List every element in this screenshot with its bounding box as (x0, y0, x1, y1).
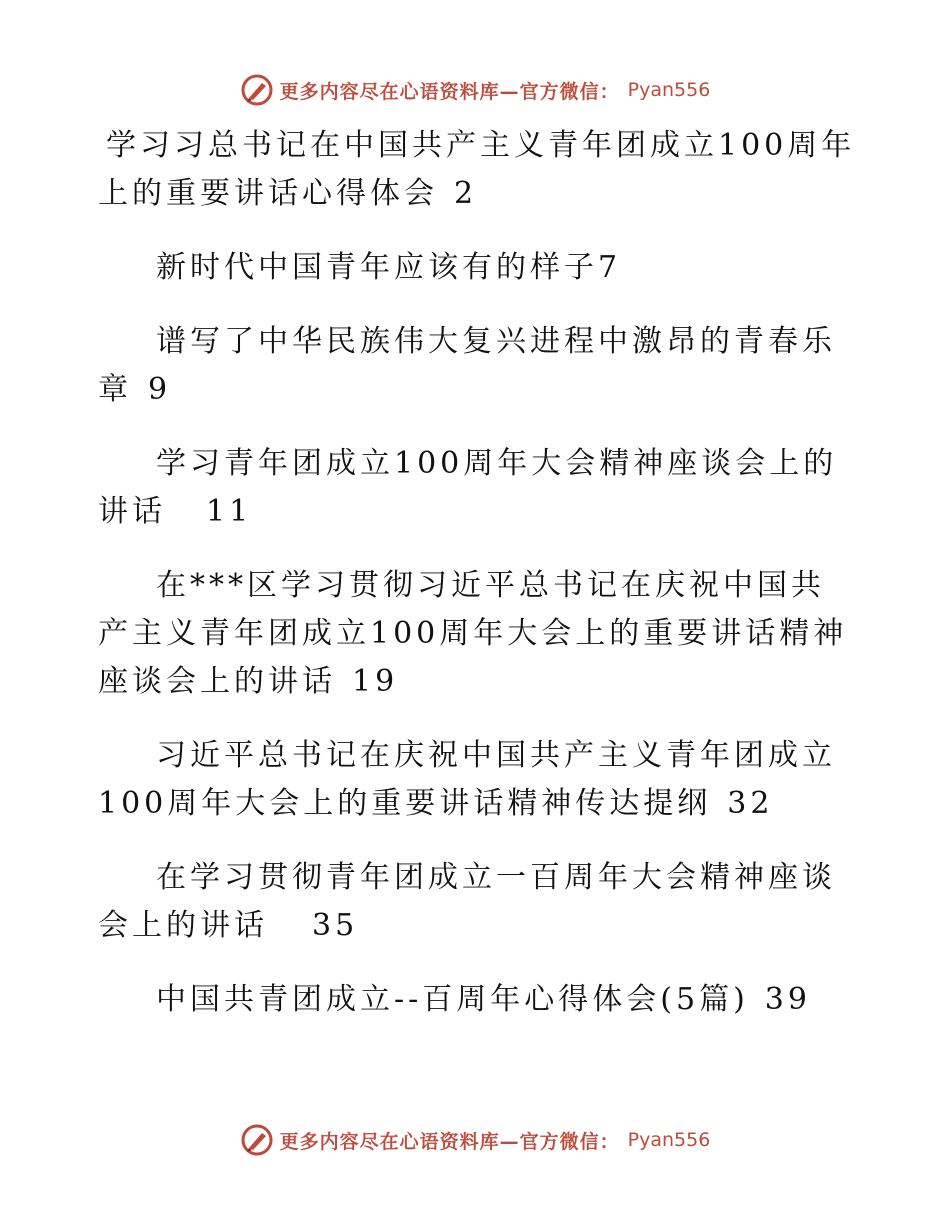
toc-entry-page: 39 (764, 982, 811, 1017)
toc-entry-title: 中国共青团成立--百周年心得体会(5篇) (156, 982, 749, 1017)
watermark-text: 更多内容尽在心语资料库—官方微信： (279, 1130, 620, 1153)
toc-entry[interactable] (98, 562, 858, 706)
toc-entry-title: 谱写了中华民族伟大复兴进程中激昂的青春乐章 (98, 324, 836, 407)
watermark-text: 更多内容尽在心语资料库—官方微信： (279, 80, 620, 103)
watermark-account: Pyan556 (627, 79, 711, 101)
toc-entry[interactable] (98, 976, 858, 1024)
toc-entry-title: 学习习总书记在中国共产主义青年团成立100周年上的重要讲话心得体会 (98, 128, 856, 211)
toc-entry-page: 2 (454, 176, 478, 211)
toc-entry[interactable] (98, 244, 858, 292)
toc-entry-title: 新时代中国青年应该有的样子 (156, 250, 598, 285)
header-watermark (0, 70, 950, 110)
toc-entry-page: 9 (148, 372, 172, 407)
toc-entry[interactable] (98, 122, 858, 218)
toc-entry-page: 32 (727, 786, 774, 821)
toc-entry-title: 习近平总书记在庆祝中国共产主义青年团成立100周年大会上的重要讲话精神传达提纲 (98, 738, 836, 821)
toc-entry-page: 11 (206, 494, 253, 529)
toc-entry[interactable] (98, 318, 858, 414)
toc-entry-page: 35 (312, 908, 359, 943)
toc-entry[interactable] (98, 854, 858, 950)
toc-entry[interactable] (98, 732, 858, 828)
toc-entry-title: 学习青年团成立100周年大会精神座谈会上的讲话 (98, 446, 838, 529)
watermark-account: Pyan556 (627, 1129, 711, 1151)
toc-entry[interactable] (98, 440, 858, 536)
pen-logo-icon (240, 1123, 274, 1157)
toc-entry-title: 在学习贯彻青年团成立一百周年大会精神座谈会上的讲话 (98, 860, 836, 943)
table-of-contents (98, 122, 858, 1050)
toc-entry-title: 在***区学习贯彻习近平总书记在庆祝中国共产主义青年团成立100周年大会上的重要讲话精神座谈会上的讲话 (98, 568, 848, 699)
toc-entry-page: 19 (352, 664, 399, 699)
pen-logo-icon (240, 73, 274, 107)
toc-entry-page: 7 (598, 250, 622, 285)
footer-watermark (0, 1120, 950, 1160)
